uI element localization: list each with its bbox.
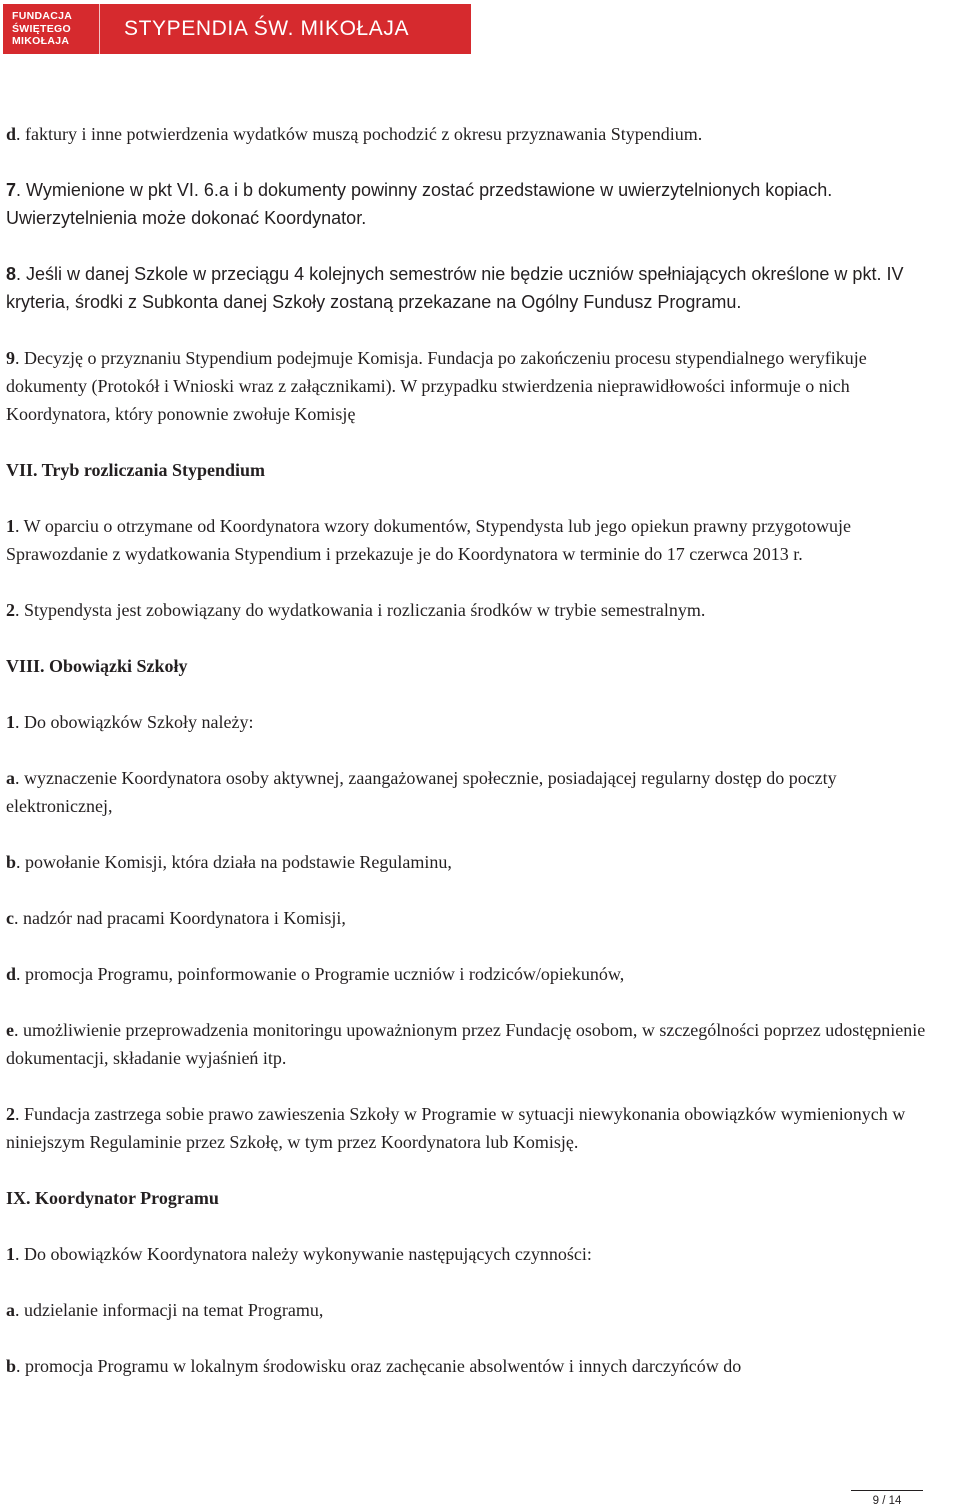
paragraph-text: . powołanie Komisji, która działa na podstawie Regulaminu,: [16, 852, 452, 872]
paragraph-ix-b: [6, 1352, 946, 1380]
item-marker: 7: [6, 180, 17, 200]
paragraph-ix-1: [6, 1240, 946, 1268]
program-title: STYPENDIA ŚW. MIKOŁAJA: [124, 17, 410, 40]
paragraph-text: . W oparciu o otrzymane od Koordynatora wzory dokumentów, Stypendysta lub jego opiekun prawny przygotowuje Sprawozdanie z wydatkowania Stypendium i przekazuje je do Koordynatora w terminie do 17 czerwca 2013 r.: [6, 516, 851, 564]
item-marker: a: [6, 1300, 15, 1320]
logo-line: ŚWIĘTEGO: [12, 22, 71, 35]
paragraph-7: [6, 176, 946, 232]
paragraph-d: [6, 120, 946, 148]
item-marker: b: [6, 852, 17, 872]
section-heading-vii: VII. Tryb rozliczania Stypendium: [6, 460, 266, 480]
paragraph-viii-d: [6, 960, 946, 988]
paragraph-ix-a: [6, 1296, 946, 1324]
paragraph-viii-e: [6, 1016, 946, 1072]
paragraph-text: . udzielanie informacji na temat Programu,: [15, 1300, 324, 1320]
paragraph-text: . Do obowiązków Koordynatora należy wykonywanie następujących czynności:: [15, 1244, 592, 1264]
paragraph-vii-1: [6, 512, 946, 568]
paragraph-text: . nadzór nad pracami Koordynatora i Komisji,: [14, 908, 346, 928]
paragraph-viii-b: [6, 848, 946, 876]
item-marker: d: [6, 964, 17, 984]
paragraph-viii-2: [6, 1100, 946, 1156]
paragraph-text: . Stypendysta jest zobowiązany do wydatkowania i rozliczania środków w trybie semestralnym.: [15, 600, 706, 620]
paragraph-viii-1: [6, 708, 946, 736]
paragraph-text: . wyznaczenie Koordynatora osoby aktywnej, zaangażowanej społecznie, posiadającej regularny dostęp do poczty elektronicznej,: [6, 768, 837, 816]
section-heading-ix: IX. Koordynator Programu: [6, 1188, 219, 1208]
logo-line: MIKOŁAJA: [12, 35, 70, 48]
paragraph-text: . Wymienione w pkt VI. 6.a i b dokumenty powinny zostać przedstawione w uwierzytelnionych kopiach. Uwierzytelnienia może dokonać Koordynator.: [6, 180, 833, 228]
paragraph-text: . Do obowiązków Szkoły należy:: [15, 712, 254, 732]
item-marker: 2: [6, 600, 15, 620]
paragraph-text: . promocja Programu, poinformowanie o Programie uczniów i rodziców/opiekunów,: [16, 964, 625, 984]
paragraph-vii-2: [6, 596, 946, 624]
item-marker: c: [6, 908, 14, 928]
item-marker: a: [6, 768, 15, 788]
paragraph-viii-c: [6, 904, 946, 932]
foundation-logo: [3, 4, 100, 54]
item-marker: 2: [6, 1104, 15, 1124]
paragraph-8: [6, 260, 946, 316]
paragraph-9: [6, 344, 946, 428]
item-marker: b: [6, 1356, 17, 1376]
paragraph-text: . faktury i inne potwierdzenia wydatków muszą pochodzić z okresu przyznawania Stypendium.: [16, 124, 703, 144]
item-marker: 1: [6, 1244, 15, 1264]
document-body: [6, 120, 946, 1380]
item-marker: 1: [6, 712, 15, 732]
item-marker: d: [6, 124, 17, 144]
header-banner: [3, 4, 471, 54]
logo-line: FUNDACJA: [12, 10, 73, 23]
paragraph-text: . Jeśli w danej Szkole w przeciągu 4 kolejnych semestrów nie będzie uczniów spełniających określone w pkt. IV kryteria, środki z Subkonta danej Szkoły zostaną przekazane na Ogólny Fundusz Programu.: [6, 264, 904, 312]
item-marker: e: [6, 1020, 14, 1040]
paragraph-text: . Decyzję o przyznaniu Stypendium podejmuje Komisja. Fundacja po zakończeniu procesu stypendialnego weryfikuje dokumenty (Protokół i Wnioski wraz z załącznikami). W przypadku stwierdzenia nieprawidłowości informuje o nich Koordynatora, który ponownie zwołuje Komisję: [6, 348, 867, 424]
section-heading-viii: VIII. Obowiązki Szkoły: [6, 656, 188, 676]
paragraph-text: . Fundacja zastrzega sobie prawo zawieszenia Szkoły w Programie w sytuacji niewykonania obowiązków wymienionych w niniejszym Regulaminie przez Szkołę, w tym przez Koordynatora lub Komisję.: [6, 1104, 906, 1152]
page-number: 9 / 14: [872, 1495, 902, 1507]
item-marker: 8: [6, 264, 17, 284]
item-marker: 9: [6, 348, 15, 368]
paragraph-text: . promocja Programu w lokalnym środowisku oraz zachęcanie absolwentów i innych darczyńców do: [16, 1356, 742, 1376]
footer-divider: [851, 1490, 923, 1491]
paragraph-text: . umożliwienie przeprowadzenia monitoringu upoważnionym przez Fundację osobom, w szczególności poprzez udostępnienie dokumentacji, składanie wyjaśnień itp.: [6, 1020, 926, 1068]
item-marker: 1: [6, 516, 15, 536]
paragraph-viii-a: [6, 764, 946, 820]
